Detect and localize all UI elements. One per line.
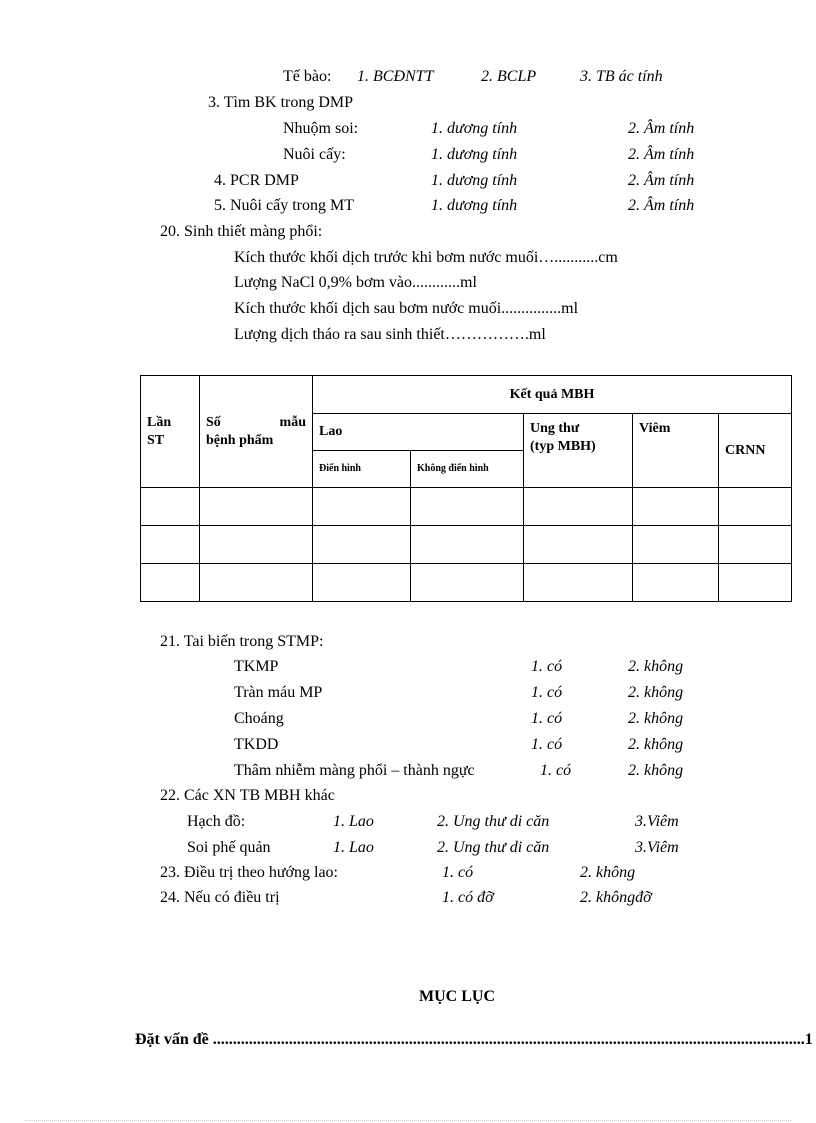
header-crnn: CRNN bbox=[719, 414, 792, 488]
header-so-label: Số bbox=[206, 414, 221, 430]
q4-label: 4. PCR DMP bbox=[214, 172, 299, 189]
table-cell bbox=[719, 564, 792, 602]
header-st-label: ST bbox=[147, 432, 165, 448]
nuoi-option-1: 1. dương tính bbox=[431, 146, 518, 163]
table-cell bbox=[313, 488, 411, 526]
table-cell bbox=[141, 564, 200, 602]
q21-item-label: Thâm nhiễm màng phổi – thành ngực bbox=[234, 762, 475, 779]
nhuom-option-1: 1. dương tính bbox=[431, 120, 518, 137]
q5-option-2: 2. Âm tính bbox=[628, 197, 695, 214]
table-cell bbox=[411, 488, 524, 526]
toc-heading: MỤC LỤC bbox=[419, 988, 495, 1005]
header-benh-pham-label: bệnh phẩm bbox=[206, 432, 274, 448]
q21-item-label: TKMP bbox=[234, 658, 279, 675]
table-cell bbox=[200, 488, 313, 526]
q20-line-3: Kích thước khối dịch sau bơm nước muối...............ml bbox=[234, 300, 579, 317]
header-ung-thu-label: Ung thư bbox=[530, 421, 580, 436]
q20-line-1: Kích thước khối dịch trước khi bơm nước muối…...........cm bbox=[234, 249, 618, 266]
q20-line-4: Lượng dịch tháo ra sau sinh thiết…………….ml bbox=[234, 326, 546, 343]
table-cell bbox=[411, 526, 524, 564]
soi-option-1: 1. Lao bbox=[333, 839, 374, 856]
header-typ-mbh-label: (typ MBH) bbox=[530, 439, 596, 454]
header-lao: Lao bbox=[313, 414, 524, 451]
q5-label: 5. Nuôi cấy trong MT bbox=[214, 197, 354, 214]
hach-option-3: 3.Viêm bbox=[635, 813, 679, 830]
toc-entry-leader: .................................................................................................................................................... bbox=[212, 1031, 805, 1048]
mbh-results-table bbox=[140, 375, 792, 602]
cell-option-2: 2. BCLP bbox=[481, 68, 537, 85]
q21-item-label: Choáng bbox=[234, 710, 284, 727]
q21-item-option-2: 2. không bbox=[628, 710, 684, 727]
q21-item-option-1: 1. có bbox=[531, 736, 563, 753]
header-dien-hinh: Điển hình bbox=[313, 451, 411, 488]
toc-entry-page: 1 bbox=[804, 1031, 813, 1048]
q21-item-option-1: 1. có bbox=[540, 762, 572, 779]
q24-option-2: 2. khôngđỡ bbox=[580, 889, 652, 906]
q21-item-label: TKDD bbox=[234, 736, 279, 753]
table-cell bbox=[411, 564, 524, 602]
nhuom-option-2: 2. Âm tính bbox=[628, 120, 695, 137]
toc-entry[interactable] bbox=[135, 1030, 813, 1050]
table-row bbox=[141, 564, 792, 602]
q23-option-1: 1. có bbox=[442, 864, 474, 881]
table-cell bbox=[719, 488, 792, 526]
table-cell bbox=[633, 526, 719, 564]
q21-item-option-2: 2. không bbox=[628, 762, 684, 779]
cell-label: Tế bào: bbox=[283, 68, 332, 85]
q24-option-1: 1. có đỡ bbox=[442, 889, 494, 906]
table-cell bbox=[200, 564, 313, 602]
q5-option-1: 1. dương tính bbox=[431, 197, 518, 214]
q20-line-2: Lượng NaCl 0,9% bơm vào............ml bbox=[234, 274, 477, 291]
header-viem: Viêm bbox=[633, 414, 719, 488]
q23-title: 23. Điều trị theo hướng lao: bbox=[160, 864, 338, 881]
header-ung-thu bbox=[524, 414, 633, 488]
header-mau-label: mẫu bbox=[279, 414, 306, 430]
hach-option-1: 1. Lao bbox=[333, 813, 374, 830]
table-cell bbox=[719, 526, 792, 564]
q24-title: 24. Nếu có điều trị bbox=[160, 889, 280, 906]
cell-option-1: 1. BCĐNTT bbox=[357, 68, 434, 85]
q21-item-option-1: 1. có bbox=[531, 658, 563, 675]
table-row bbox=[141, 526, 792, 564]
hach-label: Hạch đồ: bbox=[187, 813, 246, 830]
table-cell bbox=[313, 564, 411, 602]
toc-entry-title: Đặt vấn đề bbox=[135, 1031, 213, 1048]
q3-title: 3. Tìm BK trong DMP bbox=[208, 94, 354, 111]
table-cell bbox=[313, 526, 411, 564]
cell-option-3: 3. TB ác tính bbox=[580, 68, 663, 85]
q4-option-2: 2. Âm tính bbox=[628, 172, 695, 189]
soi-label: Soi phế quản bbox=[187, 839, 271, 856]
table-row bbox=[141, 488, 792, 526]
page-bottom-divider bbox=[25, 1120, 791, 1121]
q21-item-label: Tràn máu MP bbox=[234, 684, 323, 701]
table-cell bbox=[141, 526, 200, 564]
soi-option-3: 3.Viêm bbox=[635, 839, 679, 856]
nuoi-option-2: 2. Âm tính bbox=[628, 146, 695, 163]
table-cell bbox=[633, 488, 719, 526]
q21-item-option-2: 2. không bbox=[628, 736, 684, 753]
table-cell bbox=[141, 488, 200, 526]
q21-item-option-1: 1. có bbox=[531, 684, 563, 701]
table-cell bbox=[524, 488, 633, 526]
header-khong-dien-hinh: Không điển hình bbox=[411, 451, 524, 488]
table-cell bbox=[524, 564, 633, 602]
table-cell bbox=[524, 526, 633, 564]
nuoi-label: Nuôi cấy: bbox=[283, 146, 346, 163]
soi-option-2: 2. Ung thư di căn bbox=[437, 839, 550, 856]
header-lan-st bbox=[141, 376, 200, 488]
q21-title: 21. Tai biến trong STMP: bbox=[160, 633, 324, 650]
q21-item-option-2: 2. không bbox=[628, 684, 684, 701]
header-lan-label: Lần bbox=[147, 414, 172, 430]
header-ket-qua: Kết quả MBH bbox=[313, 376, 792, 414]
q21-item-option-1: 1. có bbox=[531, 710, 563, 727]
hach-option-2: 2. Ung thư di căn bbox=[437, 813, 550, 830]
table-cell bbox=[633, 564, 719, 602]
q20-title: 20. Sinh thiết màng phổi: bbox=[160, 223, 323, 240]
q4-option-1: 1. dương tính bbox=[431, 172, 518, 189]
nhuom-label: Nhuộm soi: bbox=[283, 120, 359, 137]
q21-item-option-2: 2. không bbox=[628, 658, 684, 675]
q22-title: 22. Các XN TB MBH khác bbox=[160, 787, 335, 804]
header-so-mau bbox=[200, 376, 313, 488]
table-cell bbox=[200, 526, 313, 564]
q23-option-2: 2. không bbox=[580, 864, 636, 881]
